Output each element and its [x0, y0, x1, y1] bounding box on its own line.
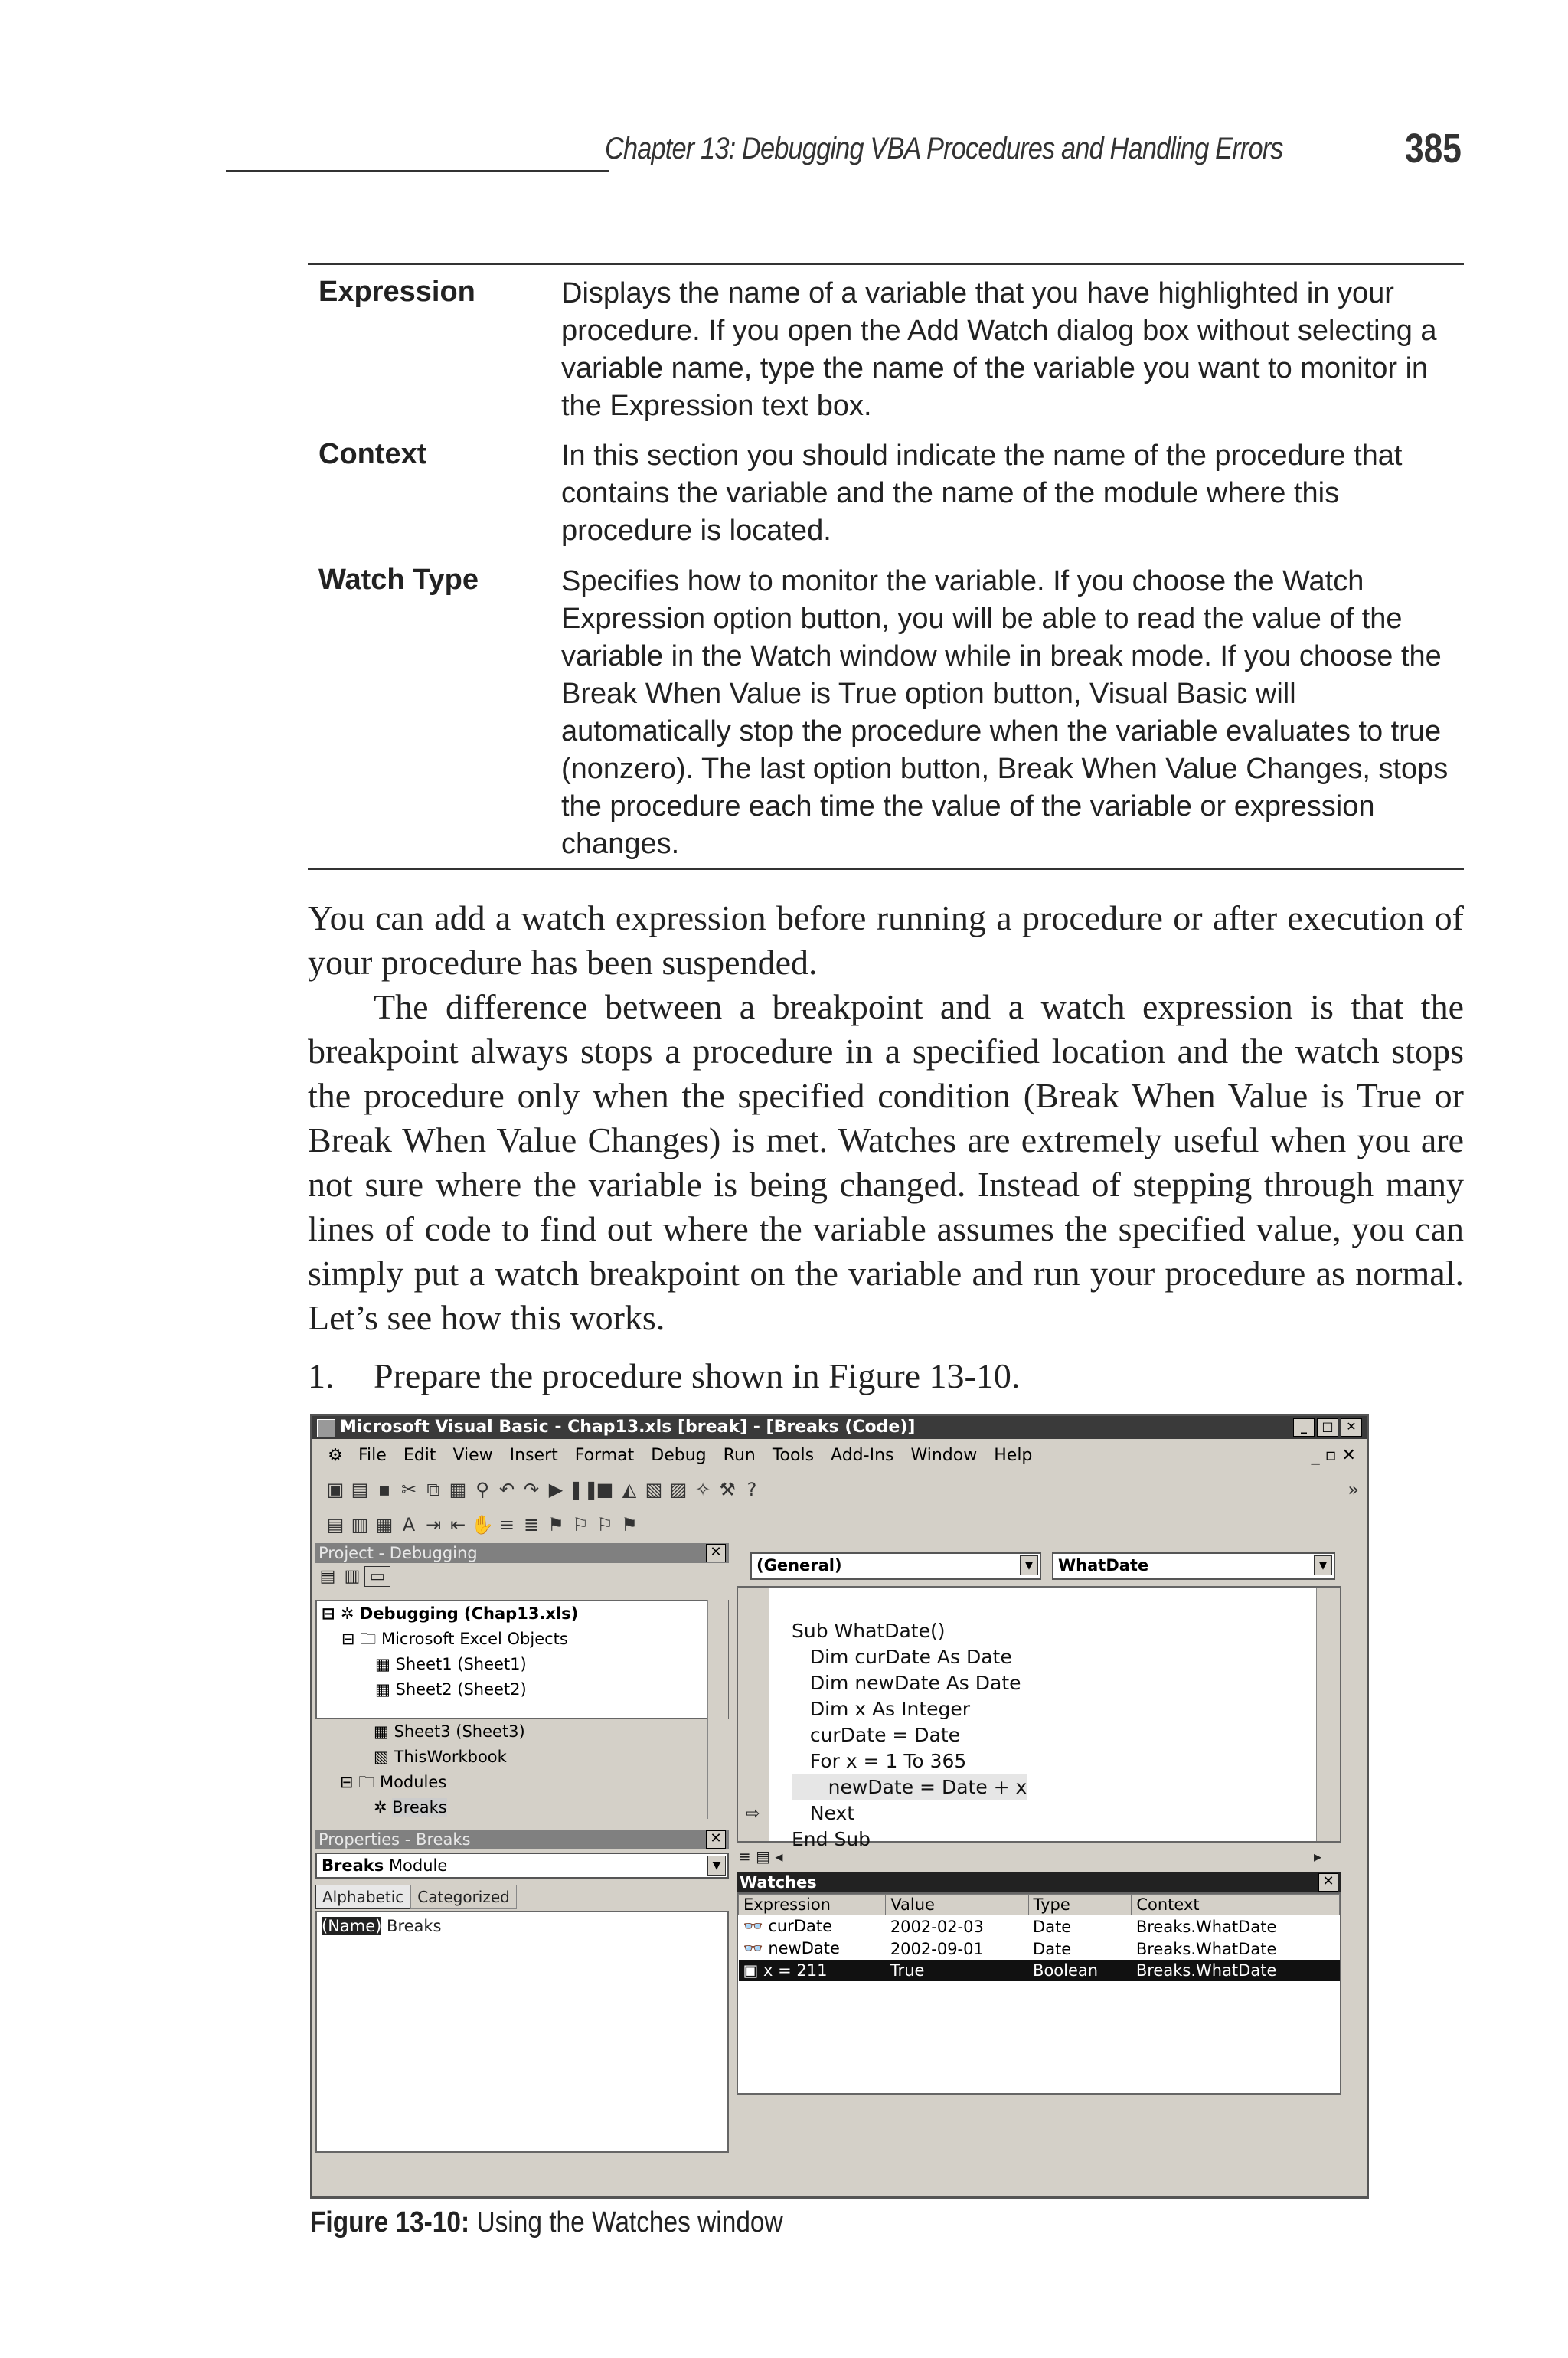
copy-icon[interactable]: ⧉	[426, 1479, 440, 1500]
edit-toolbar	[312, 1508, 1367, 1542]
break-icon[interactable]: ❚❚	[568, 1479, 599, 1500]
menu-help[interactable]: Help	[994, 1446, 1033, 1465]
module-icon: ⚙	[328, 1446, 343, 1465]
menu-file[interactable]: File	[358, 1446, 387, 1465]
menu-bar	[312, 1441, 1367, 1471]
code-line: Next	[792, 1802, 855, 1824]
project-tree-scrollbar[interactable]	[707, 1600, 728, 1819]
project-pane-toolbar	[315, 1566, 729, 1597]
menu-add-ins[interactable]: Add-Ins	[831, 1446, 894, 1465]
menu-run[interactable]: Run	[723, 1446, 756, 1465]
code-line: Dim newDate As Date	[792, 1672, 1021, 1694]
definition-context: In this section you should indicate the name of the procedure that contains the variable and the name of the module where this procedure is located.	[561, 440, 1403, 547]
property-row-name[interactable]: (Name) Breaks	[322, 1917, 442, 1935]
page-number: 385	[1405, 126, 1462, 172]
watch-row[interactable]: 👓 newDate 2002-09-01 Date Breaks.WhatDate	[743, 1939, 1277, 1958]
quick-info-icon[interactable]: ▦	[375, 1514, 394, 1535]
run-icon[interactable]: ▶	[548, 1479, 564, 1500]
menu-edit[interactable]: Edit	[403, 1446, 436, 1465]
tree-item-excel-objects[interactable]: ⊟ 🗀 Microsoft Excel Objects	[341, 1630, 568, 1648]
child-window-controls[interactable]: _ ▫ ✕	[1311, 1446, 1356, 1465]
previous-bookmark-icon[interactable]: ⚐	[596, 1514, 613, 1535]
code-line: Dim curDate As Date	[792, 1646, 1012, 1668]
step-1	[308, 1356, 1020, 1396]
paragraph-1: You can add a watch expression before running a procedure or after execution of your procedure has been suspended.	[308, 898, 1464, 982]
watches-title: Watches	[737, 1872, 1341, 1892]
table-top-rule	[308, 263, 1464, 265]
properties-tabs	[315, 1885, 517, 1909]
chevron-down-icon: ▼	[1020, 1555, 1038, 1575]
menu-tools[interactable]: Tools	[772, 1446, 815, 1465]
find-icon[interactable]: ⚲	[475, 1479, 489, 1500]
code-line: Dim x As Integer	[792, 1698, 971, 1720]
comment-block-icon[interactable]: ≡	[498, 1514, 515, 1535]
menu-window[interactable]: Window	[910, 1446, 978, 1465]
watches-close-button[interactable]: ✕	[1318, 1873, 1338, 1892]
redo-icon[interactable]: ↷	[523, 1479, 540, 1500]
vba-app-icon	[317, 1419, 335, 1437]
tree-item-sheet2[interactable]: ▦ Sheet2 (Sheet2)	[375, 1680, 527, 1699]
menu-format[interactable]: Format	[574, 1446, 635, 1465]
term-context: Context	[318, 438, 427, 470]
term-watch-type: Watch Type	[318, 564, 479, 596]
toolbox-icon[interactable]: ⚒	[719, 1479, 736, 1500]
properties-pane-title: Properties - Breaks	[315, 1830, 729, 1849]
title-bar	[312, 1416, 1367, 1439]
menu-insert[interactable]: Insert	[509, 1446, 558, 1465]
code-line: Sub WhatDate()	[792, 1620, 946, 1642]
chevron-down-icon: ▼	[1314, 1555, 1332, 1575]
project-tree	[315, 1600, 729, 1719]
undo-icon[interactable]: ↶	[498, 1479, 515, 1500]
caption-text: Using the Watches window	[476, 2206, 783, 2239]
tree-item-thisworkbook[interactable]: ▧ ThisWorkbook	[374, 1748, 507, 1766]
insert-module-icon[interactable]: ▤	[351, 1479, 369, 1500]
paste-icon[interactable]: ▦	[449, 1479, 467, 1500]
toggle-breakpoint-icon[interactable]: ✋	[471, 1514, 494, 1535]
code-bottom-bar	[738, 1845, 1340, 1868]
tree-item-breaks[interactable]: ✲ Breaks	[374, 1798, 447, 1817]
window-title: Microsoft Visual Basic - Chap13.xls [break] - [Breaks (Code)]	[340, 1418, 916, 1437]
code-line: End Sub	[792, 1828, 871, 1850]
chapter-title: Chapter 13: Debugging VBA Procedures and Handling Errors	[605, 132, 1283, 165]
code-line-current: newDate = Date + x	[792, 1774, 1027, 1800]
term-expression: Expression	[318, 276, 475, 308]
watch-row-selected[interactable]: ▣ x = 211 True Boolean Breaks.WhatDate	[739, 1960, 1340, 1981]
toggle-folders-icon[interactable]: ▭	[364, 1566, 390, 1587]
outdent-icon[interactable]: ⇤	[449, 1514, 466, 1535]
project-pane-close-button[interactable]: ✕	[706, 1544, 726, 1562]
tab-categorized[interactable]: Categorized	[410, 1885, 517, 1909]
menu-view[interactable]: View	[452, 1446, 493, 1465]
view-code-icon[interactable]: ▤	[319, 1567, 336, 1586]
properties-icon[interactable]: ▨	[669, 1479, 688, 1500]
paragraph-2: The difference between a breakpoint and a watch expression is that the breakpoint always stops a procedure in a specified location and the watch stops the procedure only when the specified condition (Break When Value is True or Break When Value Changes) is met. Watches are extremely useful when you are not sure where the variable is being changed. Instead of stepping through many lines of code to find out where the variable assumes the specified value, you can simply put a watch breakpoint on the variable and run your procedure as normal. Let’s see how this works.	[308, 987, 1464, 1337]
close-button[interactable]: ✕	[1341, 1418, 1362, 1437]
scroll-right-icon[interactable]: ▸	[1313, 1847, 1321, 1866]
restore-button[interactable]: □	[1317, 1418, 1338, 1437]
header-rule	[226, 170, 609, 172]
watch-expression-icon: 👓	[743, 1939, 769, 1957]
column-header-type[interactable]: Type	[1028, 1895, 1132, 1915]
execution-arrow-icon: ⇨	[746, 1804, 760, 1823]
help-icon[interactable]: ?	[746, 1479, 757, 1500]
step-text: Prepare the procedure shown in Figure 13-10.	[374, 1356, 1021, 1395]
code-line: For x = 1 To 365	[792, 1750, 967, 1772]
code-lines	[792, 1618, 1027, 1853]
reset-icon[interactable]: ■	[596, 1479, 614, 1500]
list-properties-icon[interactable]: ▤	[326, 1514, 345, 1535]
properties-object-combo[interactable]: Breaks Module ▼	[315, 1853, 729, 1879]
properties-pane-header	[315, 1830, 729, 1849]
column-header-value[interactable]: Value	[886, 1895, 1028, 1915]
project-tree-continued	[320, 1719, 726, 1820]
design-mode-icon[interactable]: ◭	[622, 1479, 637, 1500]
watch-expression-icon: 👓	[743, 1917, 769, 1935]
definition-expression: Displays the name of a variable that you have highlighted in your procedure. If you open the Add Watch dialog box without selecting a variable name, type the name of the variable you want to monitor in the Expression text box.	[561, 277, 1437, 422]
toolbar-overflow-icon[interactable]: »	[1348, 1479, 1359, 1500]
full-module-view-icon[interactable]: ▤	[756, 1847, 771, 1866]
chevron-down-icon: ▼	[707, 1856, 726, 1876]
object-browser-icon[interactable]: ✧	[694, 1479, 711, 1500]
tree-item-sheet1[interactable]: ▦ Sheet1 (Sheet1)	[375, 1655, 527, 1673]
step-number: 1.	[308, 1356, 335, 1395]
code-line: curDate = Date	[792, 1724, 961, 1746]
project-pane-header	[315, 1543, 729, 1563]
minimize-button[interactable]: _	[1293, 1418, 1315, 1437]
uncomment-block-icon[interactable]: ≣	[523, 1514, 540, 1535]
body-text	[308, 896, 1464, 1340]
save-icon[interactable]: ▪	[377, 1479, 391, 1500]
project-pane-title: Project - Debugging	[315, 1543, 729, 1563]
margin-indicator-bar[interactable]	[738, 1588, 769, 1841]
tab-alphabetic[interactable]: Alphabetic	[315, 1885, 410, 1909]
indent-icon[interactable]: ⇥	[425, 1514, 442, 1535]
next-bookmark-icon[interactable]: ⚐	[572, 1514, 589, 1535]
break-when-true-icon: ▣	[743, 1961, 764, 1980]
properties-grid	[315, 1911, 729, 2153]
tree-item-project[interactable]: ⊟ ✲ Debugging (Chap13.xls)	[322, 1604, 579, 1623]
code-vertical-scrollbar[interactable]	[1316, 1588, 1340, 1841]
watches-window	[737, 1872, 1341, 2118]
cut-icon[interactable]: ✂	[400, 1479, 417, 1500]
view-object-icon[interactable]: ▥	[344, 1567, 361, 1586]
procedure-combo[interactable]: WhatDate ▼	[1052, 1552, 1335, 1580]
clear-bookmarks-icon[interactable]: ⚑	[621, 1514, 638, 1535]
object-combo[interactable]: (General) ▼	[750, 1552, 1041, 1580]
standard-toolbar	[312, 1473, 1367, 1506]
vbe-screenshot	[310, 1414, 1369, 2199]
list-constants-icon[interactable]: ▥	[351, 1514, 369, 1535]
complete-word-icon[interactable]: A	[402, 1514, 416, 1535]
tree-item-sheet3[interactable]: ▦ Sheet3 (Sheet3)	[374, 1722, 525, 1741]
code-editor[interactable]	[737, 1586, 1341, 1850]
column-header-context[interactable]: Context	[1132, 1895, 1340, 1915]
watches-list	[737, 1892, 1341, 2095]
table-bottom-rule	[308, 868, 1464, 870]
scroll-left-icon[interactable]: ◂	[775, 1847, 783, 1866]
watches-table	[738, 1894, 1340, 1981]
project-explorer-icon[interactable]: ▧	[645, 1479, 663, 1500]
properties-pane-close-button[interactable]: ✕	[706, 1830, 726, 1849]
tree-item-modules[interactable]: ⊟ 🗀 Modules	[340, 1773, 447, 1791]
procedure-view-icon[interactable]: ≡	[738, 1847, 751, 1866]
watches-header-row	[739, 1895, 1340, 1915]
menu-debug[interactable]: Debug	[651, 1446, 707, 1465]
figure-caption	[310, 2206, 783, 2239]
column-header-expression[interactable]: Expression	[739, 1895, 886, 1915]
watch-row[interactable]: 👓 curDate 2002-02-03 Date Breaks.WhatDate	[743, 1917, 1277, 1936]
excel-icon[interactable]: ▣	[326, 1479, 345, 1500]
bookmark-icon[interactable]: ⚑	[547, 1514, 564, 1535]
definition-watch-type: Specifies how to monitor the variable. If you choose the Watch Expression option button, you will be able to read the value of the variable in the Watch window while in break mode. If you choose the Break When Value is True option button, Visual Basic will automatically stop the procedure when the variable evaluates to true (nonzero). The last option button, Break When Value Changes, stops the procedure each time the value of the variable or expression changes.	[561, 565, 1449, 860]
caption-label: Figure 13-10:	[310, 2206, 470, 2239]
